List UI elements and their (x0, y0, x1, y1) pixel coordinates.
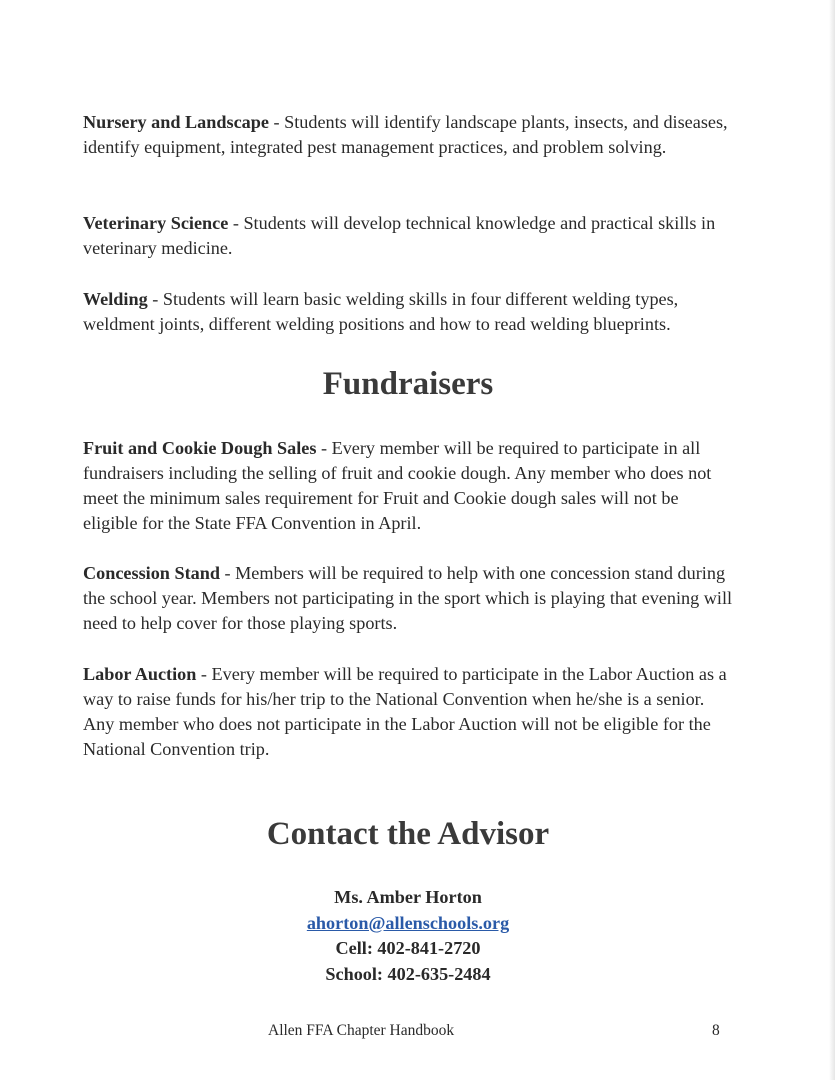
labor-auction-text: - Every member will be required to participate in the Labor Auction as a way to raise funds for his/her trip to the National Convention when he/she is a senior. Any member who does not participate in the Labor Auction will not be eligible for the National Convention trip. (83, 664, 727, 759)
nursery-landscape-text: - Students will identify landscape plants, insects, and diseases, identify equipment, integrated pest management practices, and problem solving. (83, 112, 728, 157)
fruit-cookie-paragraph (83, 436, 733, 536)
fundraisers-heading: Fundraisers (322, 366, 494, 402)
welding-text: - Students will learn basic welding skills in four different welding types, weldment joints, different welding positions and how to read welding blueprints. (83, 289, 679, 334)
nursery-landscape-title: Nursery and Landscape (83, 112, 269, 132)
contact-advisor-heading: Contact the Advisor (266, 816, 550, 852)
contact-block (83, 885, 733, 987)
labor-auction-paragraph (83, 662, 733, 762)
nursery-landscape-paragraph (83, 110, 733, 160)
page-edge-shadow (829, 0, 835, 1080)
concession-stand-paragraph (83, 561, 733, 636)
concession-stand-title: Concession Stand (83, 563, 220, 583)
veterinary-science-text: - Students will develop technical knowledge and practical skills in veterinary medicine. (83, 213, 716, 258)
veterinary-science-paragraph (83, 211, 733, 261)
labor-auction-title: Labor Auction (83, 664, 197, 684)
concession-stand-text: - Members will be required to help with one concession stand during the school year. Members not participating in the sport which is playing that evening will need to help cover for those playing sports. (83, 563, 733, 633)
welding-paragraph (83, 287, 733, 337)
advisor-school-phone: School: 402-635-2484 (325, 963, 491, 984)
advisor-cell-phone: Cell: 402-841-2720 (335, 938, 481, 958)
welding-title: Welding (83, 289, 148, 309)
fruit-cookie-title: Fruit and Cookie Dough Sales (83, 438, 317, 458)
advisor-name: Ms. Amber Horton (334, 887, 482, 907)
veterinary-science-title: Veterinary Science (83, 213, 229, 233)
fruit-cookie-text: - Every member will be required to participate in all fundraisers including the selling of fruit and cookie dough. Any member who does not meet the minimum sales requirement for Fruit and Cookie dough sales will not be eligible for the State FFA Convention in April. (83, 438, 712, 533)
footer-handbook-title: Allen FFA Chapter Handbook (268, 1022, 455, 1039)
advisor-email-link[interactable]: ahorton@allenschools.org (306, 912, 510, 933)
footer-page-number: 8 (712, 1022, 720, 1039)
